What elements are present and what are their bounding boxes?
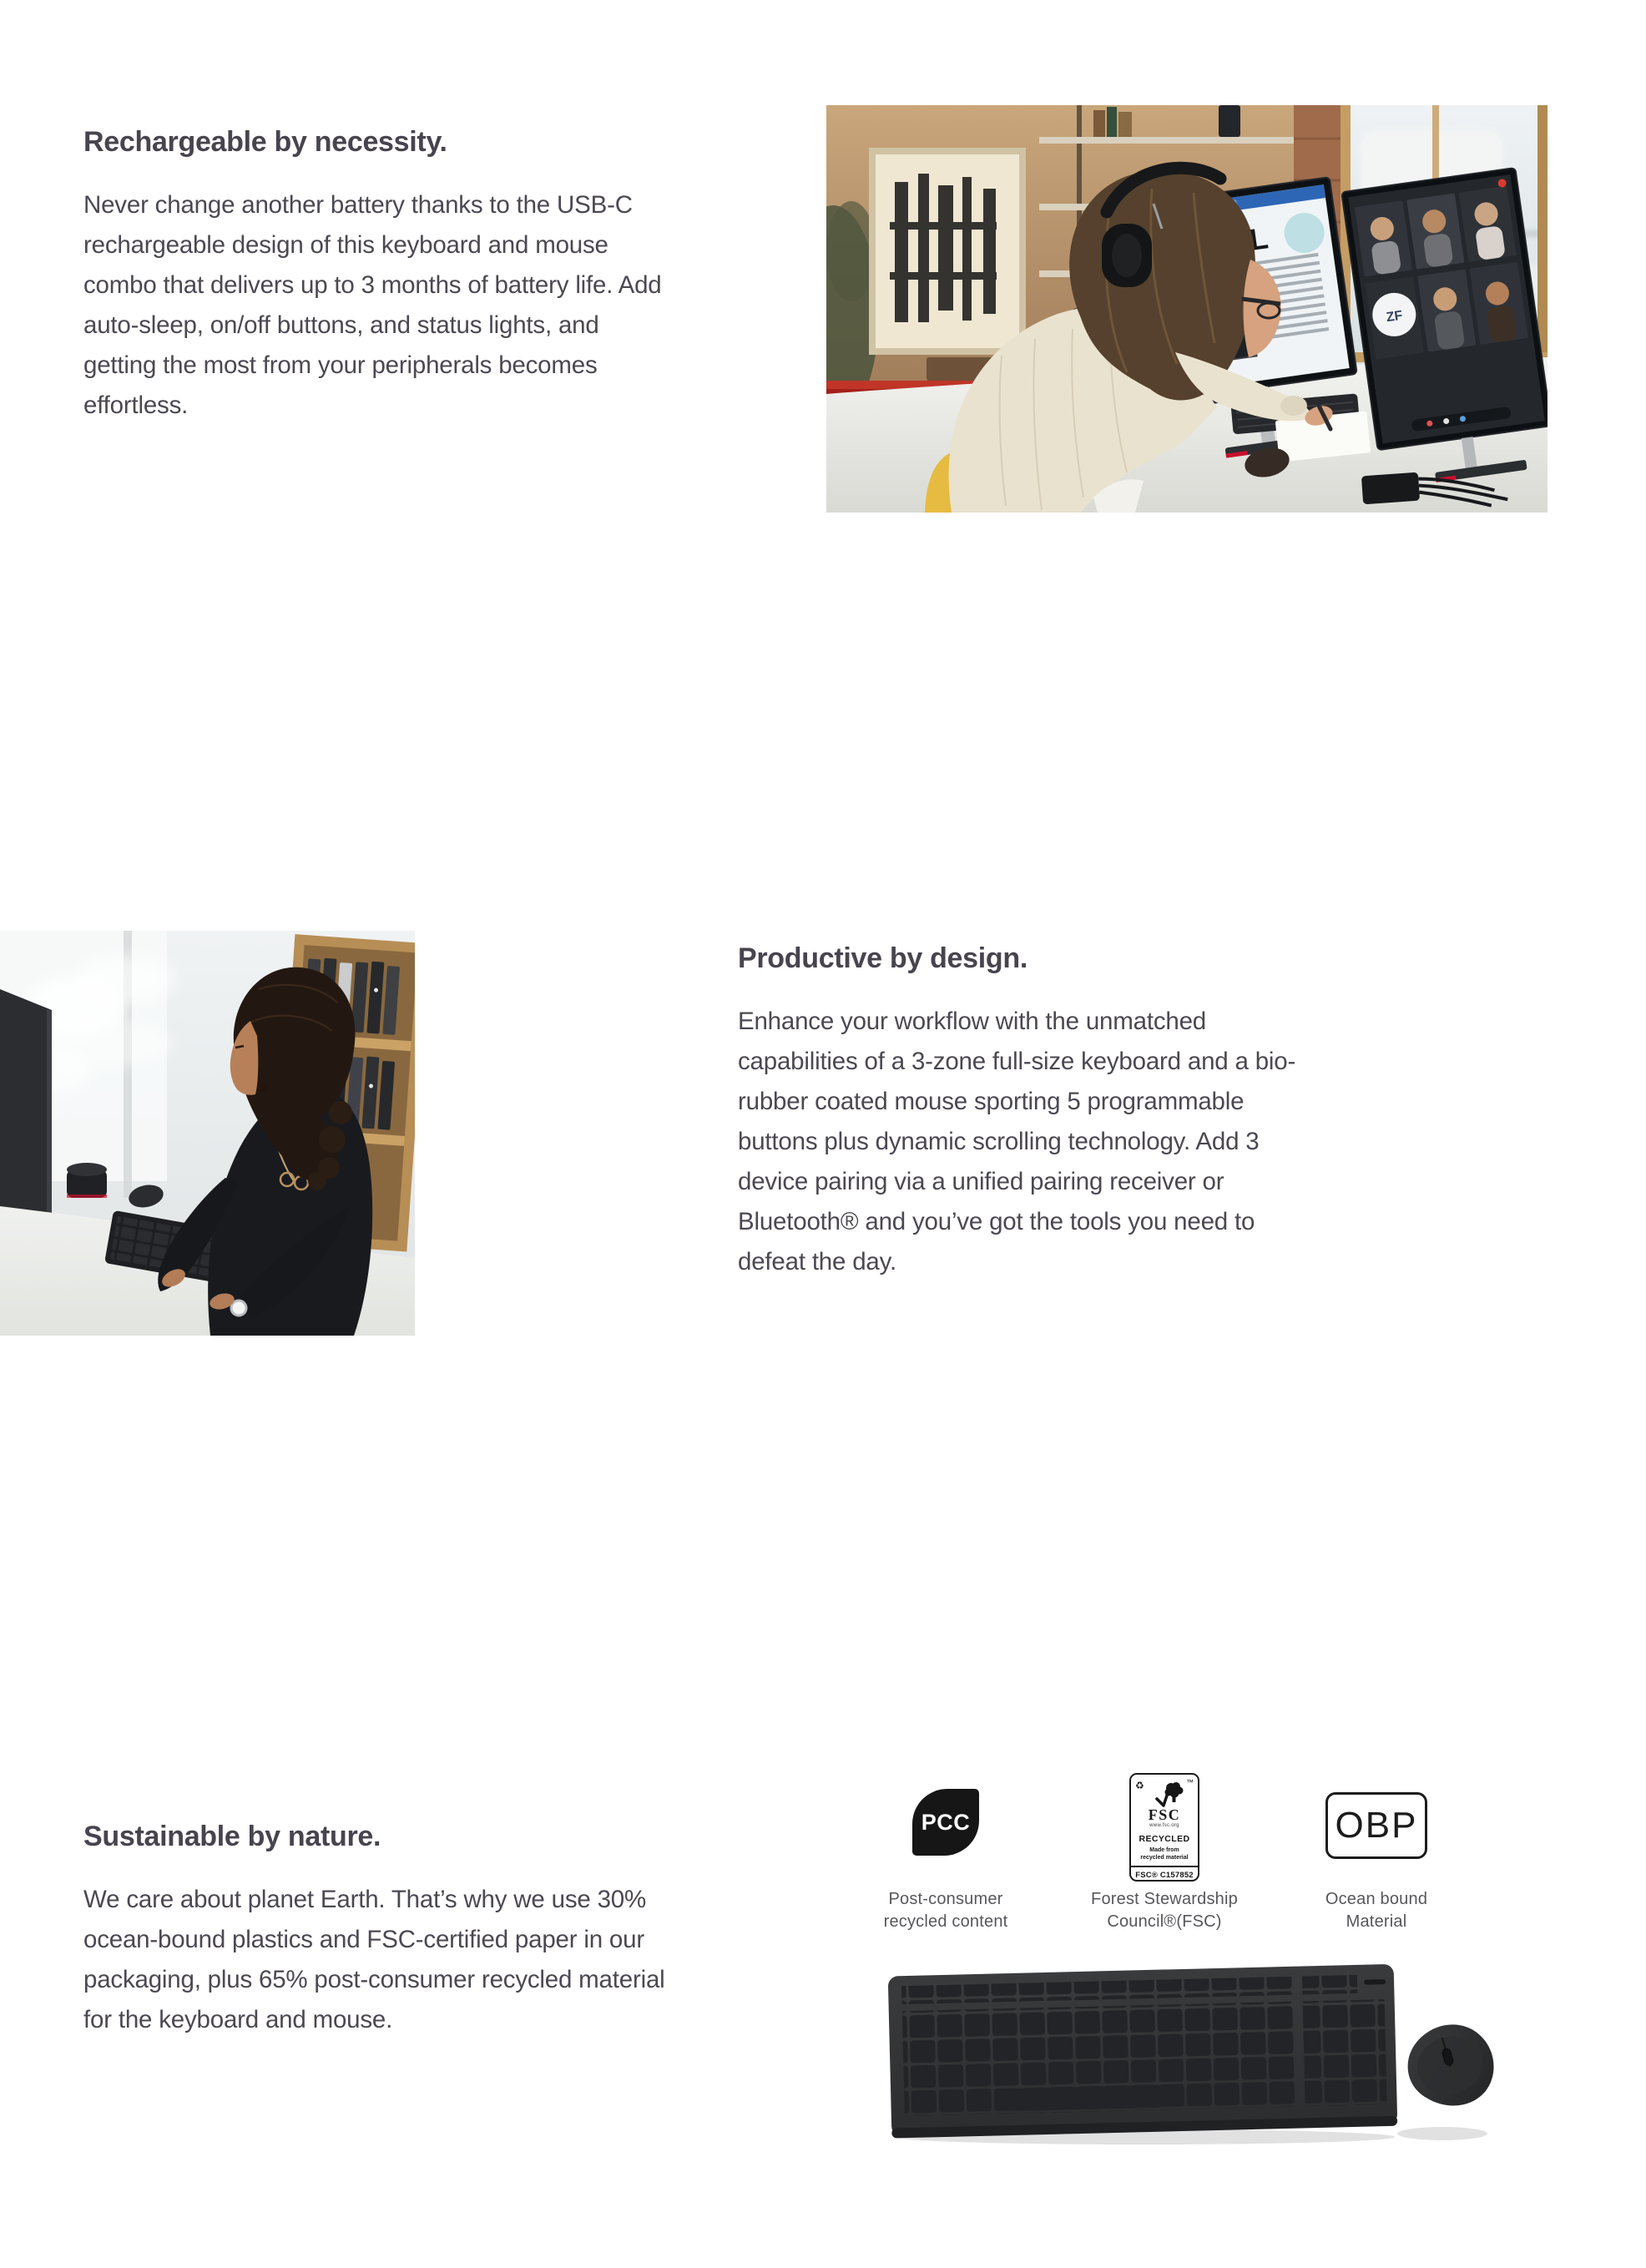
pcc-caption (837, 1888, 1054, 1933)
framed-art (872, 151, 1022, 351)
keyboard-mouse-product-image (881, 1958, 1502, 2159)
productive-text-block (738, 942, 1431, 1282)
pcc-caption-line: Post-consumer (888, 1890, 1003, 1908)
fsc-badge-url: www.fsc.org (1149, 1823, 1179, 1828)
obp-caption (1268, 1888, 1485, 1933)
fsc-badge-top (1131, 1777, 1198, 1807)
obp-badge-label: OBP (1335, 1805, 1418, 1846)
rechargeable-body-line: combo that delivers up to 3 months of battery life. Add (83, 271, 662, 299)
fsc-made-line: Made from (1149, 1847, 1179, 1853)
numpad-keys (1303, 1999, 1387, 2106)
fsc-badge (1129, 1773, 1199, 1882)
productive-heading: Productive by design. (738, 942, 1027, 974)
mouse-shadow (1397, 2127, 1487, 2140)
fsc-caption-line: Council®(FSC) (1107, 1912, 1222, 1931)
photo-woman-headset-dual-monitors (826, 105, 1548, 513)
productive-body-line: buttons plus dynamic scrolling technology. Add 3 (738, 1128, 1260, 1155)
obp-caption-line: Material (1346, 1912, 1407, 1931)
sustainable-body-line: for the keyboard and mouse. (83, 2006, 393, 2033)
trademark-glyph: ™ (1186, 1778, 1194, 1786)
rechargeable-body-line: auto-sleep, on/off buttons, and status lights, and (83, 311, 599, 339)
obp-caption-line: Ocean bound (1325, 1890, 1428, 1908)
rechargeable-body-line: rechargeable design of this keyboard and mouse (83, 231, 608, 259)
fsc-caption-line: Forest Stewardship (1091, 1890, 1238, 1908)
earring (260, 1083, 268, 1093)
fsc-license-code: FSC® C157852 (1131, 1866, 1198, 1880)
fsc-tree-check-icon (1151, 1779, 1186, 1814)
productive-body-line: Enhance your workflow with the unmatched (738, 1008, 1206, 1035)
productive-body-line: defeat the day. (738, 1248, 896, 1275)
productive-body-line: rubber coated mouse sporting 5 programmable (738, 1088, 1245, 1115)
rechargeable-body-line: getting the most from your peripherals becomes (83, 351, 598, 379)
rechargeable-heading: Rechargeable by necessity. (83, 126, 447, 158)
pcc-badge-label: PCC (921, 1809, 971, 1835)
rechargeable-text-block (83, 125, 818, 426)
productive-body-line: capabilities of a 3-zone full-size keyboard and a bio- (738, 1048, 1296, 1075)
pcc-badge (912, 1789, 979, 1856)
indicator-lights (1364, 1979, 1386, 1985)
sustainable-body-line: We care about planet Earth. That’s why we use 30% (83, 1886, 647, 1913)
obp-badge (1325, 1792, 1427, 1859)
recycle-icon: ♻ (1135, 1780, 1144, 1791)
mouse-body (1398, 2015, 1502, 2117)
pcc-caption-line: recycled content (883, 1912, 1008, 1931)
avatar-initials: ZF (1385, 308, 1404, 326)
sustainable-body-line: packaging, plus 65% post-consumer recycled material (83, 1966, 665, 1993)
fsc-badge-name: FSC (1148, 1806, 1181, 1823)
home-office-scene (826, 105, 1548, 513)
fsc-made-from-label (1140, 1847, 1188, 1861)
speaker (67, 1163, 107, 1198)
photo-woman-typing-keyboard (0, 931, 415, 1336)
fsc-made-line: recycled material (1140, 1854, 1189, 1861)
rechargeable-body-line: Never change another battery thanks to the USB-C (83, 191, 633, 219)
sustainable-body-line: ocean-bound plastics and FSC-certified paper in our (83, 1926, 644, 1953)
office-scene (0, 931, 415, 1336)
productive-body-line: device pairing via a unified pairing receiver or (738, 1168, 1224, 1195)
monitor-video-call (1341, 168, 1548, 450)
spacebar (1014, 2085, 1164, 2111)
fsc-caption (1053, 1888, 1276, 1933)
sustainable-heading: Sustainable by nature. (83, 1821, 381, 1852)
fsc-recycled-label: RECYCLED (1139, 1834, 1190, 1844)
keyboard-mouse-illustration (881, 1958, 1502, 2159)
productive-body-line: Bluetooth® and you’ve got the tools you need to (738, 1208, 1255, 1235)
rechargeable-body-line: effortless. (83, 391, 189, 419)
sustainable-text-block (83, 1820, 818, 2040)
keyboard-body (888, 1964, 1398, 2139)
watch (231, 1301, 246, 1316)
